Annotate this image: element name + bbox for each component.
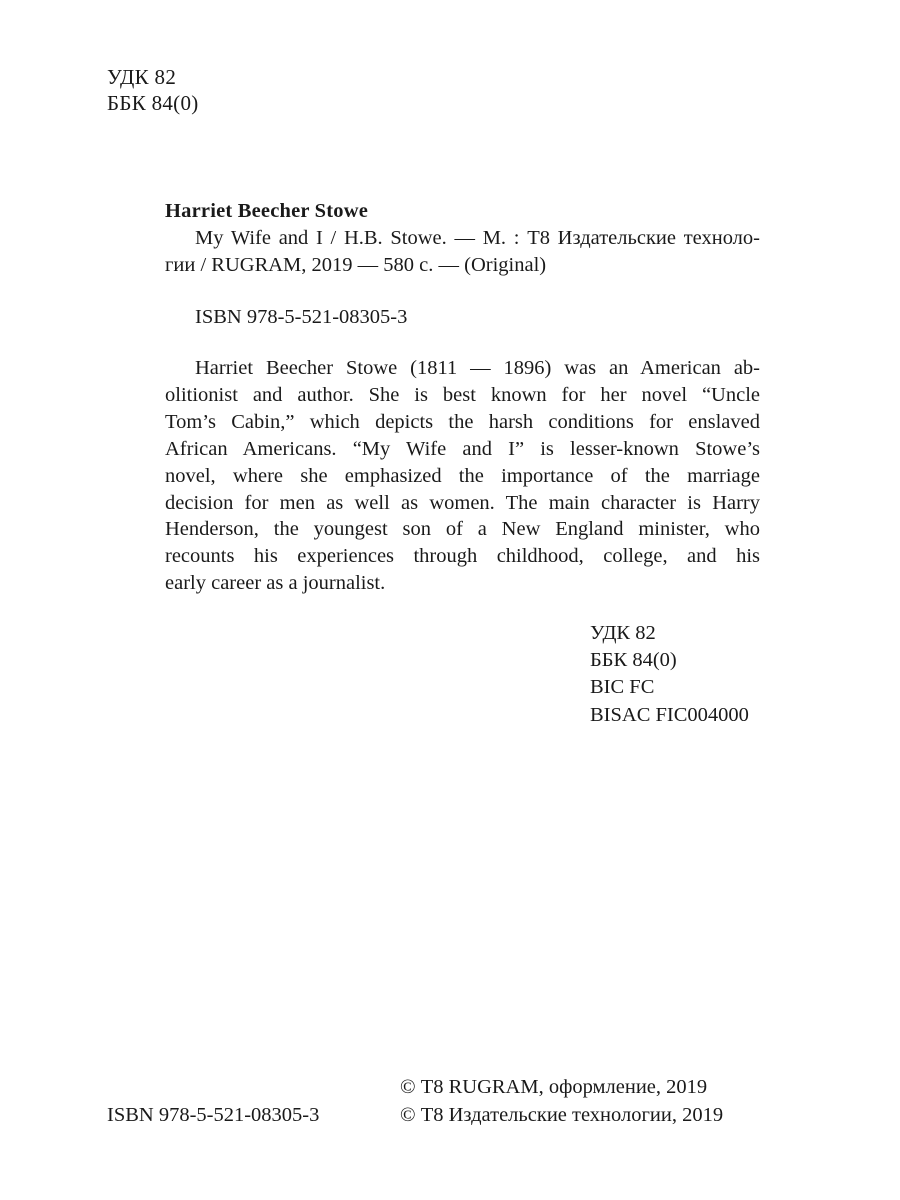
- bibliographic-line: гии / RUGRAM, 2019 — 580 с. — (Original): [165, 254, 547, 276]
- annotation-line: African Americans. “My Wife and I” is lesser-known Stowe’s: [165, 437, 760, 460]
- annotation-line: early career as a journalist.: [165, 572, 386, 595]
- annotation-line: olitionist and author. She is best known for her novel “Uncle: [165, 383, 760, 406]
- bisac-code: BISAC FIC004000: [590, 703, 749, 726]
- bibliographic-block: [165, 198, 760, 597]
- top-classification-codes: [107, 64, 199, 116]
- bbk-code: ББК 84(0): [107, 91, 199, 115]
- annotation-line: Henderson, the youngest son of a New England minister, who: [165, 518, 760, 541]
- right-classification-codes: [590, 620, 749, 729]
- isbn-line: ISBN 978-5-521-08305-3: [195, 306, 408, 328]
- annotation-paragraph: [165, 355, 760, 597]
- annotation-line: Harriet Beecher Stowe (1811 — 1896) was an American ab-: [195, 357, 760, 379]
- annotation-line: novel, where she emphasized the importance of the marriage: [165, 464, 760, 487]
- udk-code: УДК 82: [590, 622, 656, 644]
- bottom-isbn: ISBN 978-5-521-08305-3: [107, 1104, 320, 1126]
- annotation-line: decision for men as well as women. The main character is Harry: [165, 491, 760, 514]
- bbk-code: ББК 84(0): [590, 649, 677, 672]
- copyright-line: © Т8 RUGRAM, оформление, 2019: [400, 1076, 708, 1098]
- copyright-block: [400, 1073, 723, 1129]
- annotation-line: recounts his experiences through childhood, college, and his: [165, 545, 760, 568]
- udk-code: УДК 82: [107, 65, 177, 89]
- annotation-line: Tom’s Cabin,” which depicts the harsh conditions for enslaved: [165, 410, 760, 433]
- author-name: Harriet Beecher Stowe: [165, 200, 369, 222]
- copyright-line: © Т8 Издательские технологии, 2019: [400, 1104, 724, 1126]
- bibliographic-line: My Wife and I / H.B. Stowe. — М. : Т8 Издательские техноло-: [195, 227, 760, 249]
- bic-code: BIC FC: [590, 676, 655, 699]
